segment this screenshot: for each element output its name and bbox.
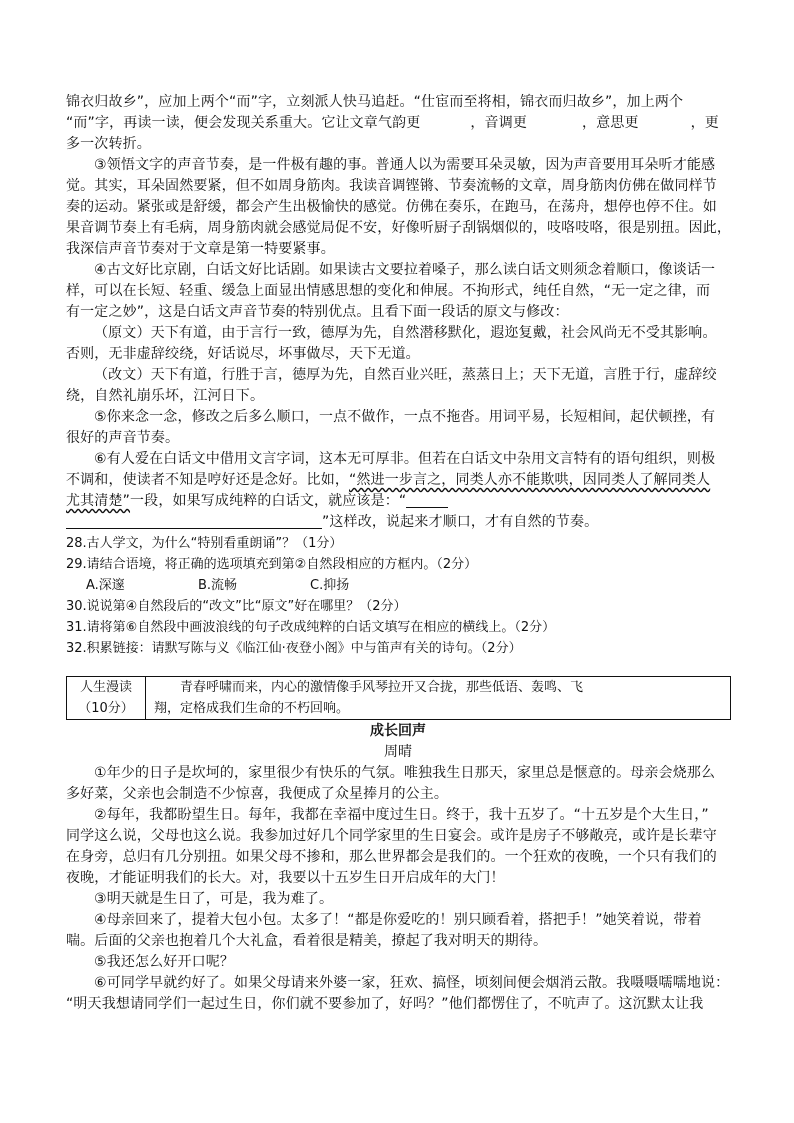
story-paragraph-4: ④母亲回来了，提着大包小包。太多了！“都是你爱吃的！别只顾看着，搭把手！”她笑着说，带着 bbox=[94, 912, 702, 928]
text-line: 夜晚，才能证明我们的长大。对，我要以十五岁生日开启成年的大门！ bbox=[66, 870, 505, 886]
text-line: ”这样改，说起来才顺口，才有自然的节奏。 bbox=[66, 512, 730, 533]
text-line: 在身旁，总归有几分别扭。如果父母不掺和，那么世界都会是我们的。一个狂欢的夜晚，一个只有我们的 bbox=[66, 849, 717, 865]
option-a: A.深邃 bbox=[86, 578, 125, 593]
question-31: 31.请将第⑥自然段中画波浪线的句子改成纯粹的白话文填写在相应的横线上。（2分） bbox=[66, 620, 556, 635]
text-line: 果音调节奏上有毛病，周身筋肉就会感觉局促不安，好像听厨子刮锅烟似的，吱咯吱咯，很是别扭。因此， bbox=[66, 220, 732, 236]
revised-text: （改文）天下有道，行胜于言，德厚为先，自然百业兴旺，蒸蒸日上；天下无道，言胜于行，虚辞绞 bbox=[94, 367, 717, 383]
text-line: 尤其清楚”一段，如果写成纯粹的白话文，就应该是：“ bbox=[66, 491, 730, 512]
text-line: “明天我想请同学们一起过生日，你们就不要参加了，好吗？”他们都愣住了，不吭声了。这沉默太让我 bbox=[66, 996, 704, 1012]
section-label: 人生漫读 （10分） bbox=[67, 677, 146, 720]
answer-blank-line[interactable] bbox=[406, 493, 448, 508]
section-intro-box bbox=[66, 676, 731, 720]
text-line: 样，可以在长短、轻重、缓急上面显出情感思想的变化和伸展。不拘形式，纯任自然，“无一定之律，而 bbox=[66, 283, 711, 299]
wavy-underlined-sentence: 尤其清楚” bbox=[66, 493, 131, 509]
paragraph-3: ③领悟文字的声音节奏，是一件极有趣的事。普通人以为需要耳朵灵敏，因为声音要用耳朵听才能感 bbox=[94, 157, 716, 173]
wavy-underlined-sentence: “然进一步言之，同类人亦不能欺哄，因同类人了解同类人 bbox=[349, 472, 711, 488]
text-line: 有一定之妙”，这是白话文声音节奏的特别优点。且看下面一段话的原文与修改： bbox=[66, 304, 569, 320]
text-line: 喘。后面的父亲也抱着几个大礼盒，看着很是精美，撩起了我对明天的期待。 bbox=[66, 933, 548, 949]
story-paragraph-2: ②每年，我都盼望生日。每年，我都在幸福中度过生日。终于，我十五岁了。“十五岁是个大生日，” bbox=[94, 807, 709, 823]
exam-page bbox=[66, 92, 730, 1015]
question-30: 30.说说第④自然段后的“改文”比“原文”好在哪里？（2分） bbox=[66, 599, 407, 614]
text-line: 否则，无非虚辞绞绕，好话说尽，坏事做尽，天下无道。 bbox=[66, 346, 420, 362]
question-28: 28.古人学文，为什么“特别看重朗诵”？（1分） bbox=[66, 536, 343, 551]
story-body bbox=[66, 763, 730, 1015]
text-line: 同学这么说，父母也这么说。我参加过好几个同学家里的生日宴会。或许是房子不够敞亮，或许是长辈守 bbox=[66, 828, 717, 844]
answer-blank-line[interactable] bbox=[66, 514, 322, 529]
question-29-options bbox=[66, 575, 730, 596]
text-line: 锦衣归故乡”，应加上两个“而”字，立刻派人快马追赶。“仕宦而至将相，锦衣而归故乡”，加上两个 bbox=[66, 94, 684, 110]
text-line: 绕，自然礼崩乐坏，江河日下。 bbox=[66, 388, 265, 404]
questions bbox=[66, 533, 730, 659]
text-line: 不调和，使读者不知是哼好还是念好。比如，“然进一步言之，同类人亦不能欺哄，因同类人了解同类人 bbox=[66, 472, 711, 488]
paragraph-4: ④古文好比京剧，白话文好比话剧。如果读古文要拉着嗓子，那么读白话文则须念着顺口，像谈话一 bbox=[94, 262, 716, 278]
original-text: （原文）天下有道，由于言行一致，德厚为先，自然潜移默化，遐迩复戴，社会风尚无不受其影响。 bbox=[94, 325, 717, 341]
text-line: 觉。其实，耳朵固然要紧，但不如周身筋肉。我读音调铿锵、节奏流畅的文章，周身筋肉仿佛在做同样节 bbox=[66, 178, 717, 194]
text-line: 多好菜，父亲也会制造不少惊喜，我便成了众星捧月的公主。 bbox=[66, 786, 449, 802]
text-line: 我深信声音节奏对于文章是第一特要紧事。 bbox=[66, 241, 335, 257]
paragraph-6: ⑥有人爱在白话文中借用文言字词，这本无可厚非。但若在白话文中杂用文言特有的语句组织，则极 bbox=[94, 451, 716, 467]
option-b: B.流畅 bbox=[198, 578, 238, 593]
section-intro-text: 青春呼啸而来，内心的激情像手风琴拉开又合拢，那些低语、轰鸣、飞 翔，定格成我们生命的不朽回响。 bbox=[146, 677, 731, 720]
text-line: 多一次转折。 bbox=[66, 136, 151, 152]
story-paragraph-1: ①年少的日子是坎坷的，家里很少有快乐的气氛。唯独我生日那天，家里总是惬意的。母亲会烧那么 bbox=[94, 765, 716, 781]
text-line: 奏的运动。紧张或是舒缓，都会产生出极愉快的感觉。仿佛在奏乐，在跑马，在荡舟，想停也停不住。如 bbox=[66, 199, 717, 215]
story-paragraph-6: ⑥可同学早就约好了。如果父母请来外婆一家，狂欢、搞怪，顷刻间便会烟消云散。我嗫嗫嚅嚅地说： bbox=[94, 975, 730, 991]
question-29: 29.请结合语境，将正确的选项填充到第②自然段相应的方框内。（2分） bbox=[66, 557, 478, 572]
question-32: 32.积累链接：请默写陈与义《临江仙·夜登小阁》中与笛声有关的诗句。（2分） bbox=[66, 641, 522, 656]
text-line-with-blanks: “而”字，再读一读，便会发现关系重大。它让文章气韵更 ，音调更 ，意思更 ，更 bbox=[66, 115, 719, 131]
story-title: 成长回声 bbox=[370, 723, 426, 739]
story-paragraph-3: ③明天就是生日了，可是，我为难了。 bbox=[94, 891, 334, 907]
passage-reading bbox=[66, 92, 730, 533]
story-paragraph-5: ⑤我还怎么好开口呢？ bbox=[94, 954, 235, 970]
text-line: 很好的声音节奏。 bbox=[66, 430, 180, 446]
paragraph-5: ⑤你来念一念，修改之后多么顺口，一点不做作，一点不拖沓。用词平易，长短相间，起伏顿挫，有 bbox=[94, 409, 716, 425]
story-author: 周晴 bbox=[384, 744, 412, 760]
option-c: C.抑扬 bbox=[310, 578, 350, 593]
